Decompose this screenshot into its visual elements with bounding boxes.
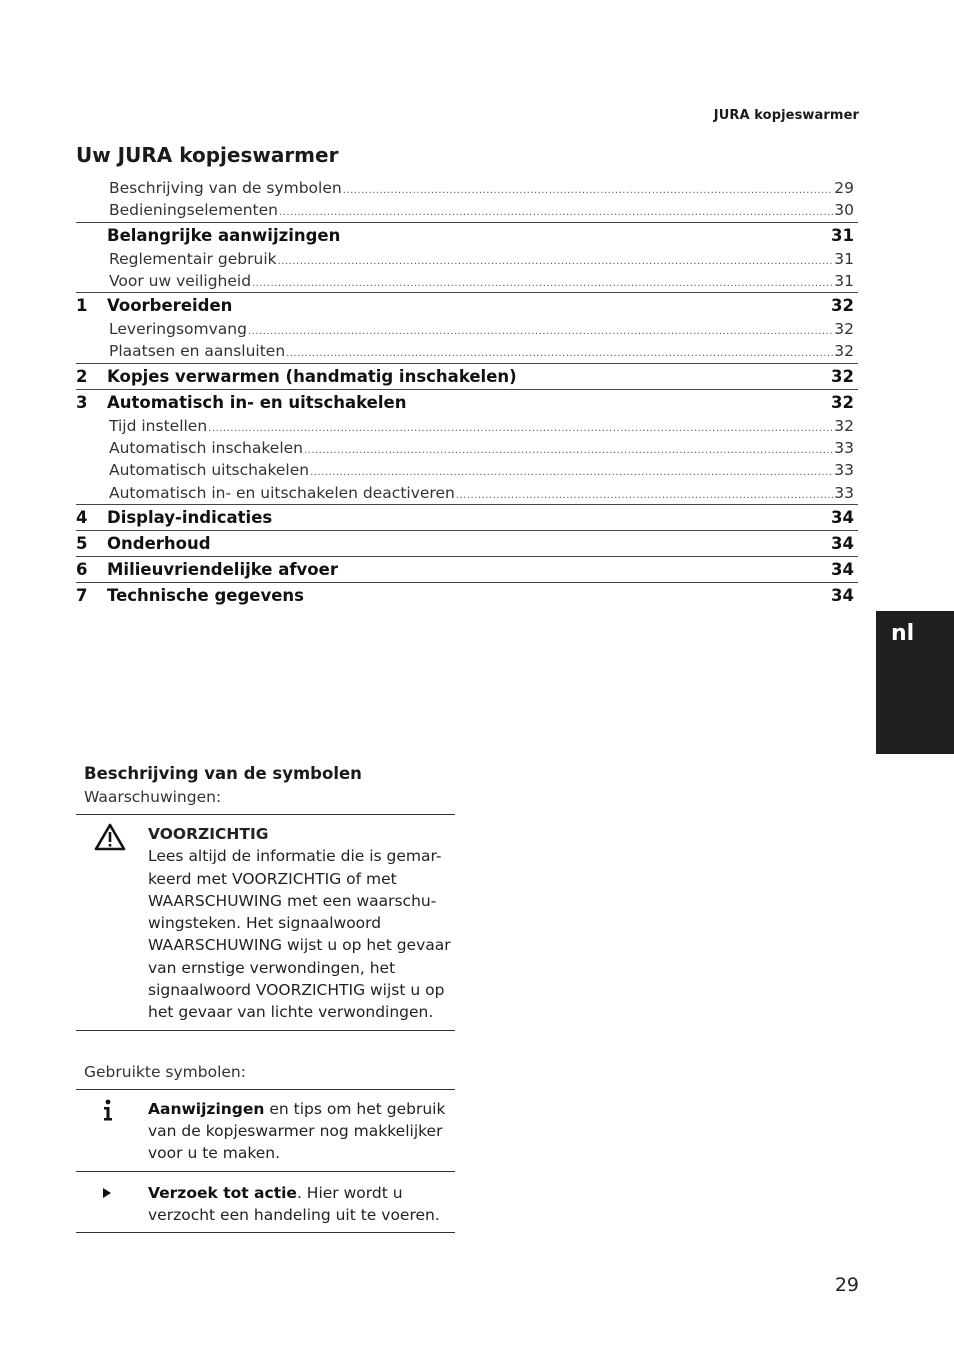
action-line: verzocht een handeling uit te voeren. — [148, 1205, 440, 1224]
toc-entry-label: Automatisch in- en uitschakelen — [107, 392, 407, 412]
used-symbols-label: Gebruikte symbolen: — [84, 1062, 246, 1081]
info-text — [148, 1098, 445, 1165]
language-tab — [876, 611, 954, 754]
running-header: JURA kopjeswarmer — [713, 108, 859, 123]
toc-page-number: 31 — [831, 225, 854, 245]
info-line: en tips om het gebruik — [264, 1099, 446, 1118]
symbols-heading: Beschrijving van de symbolen — [84, 764, 362, 783]
play-arrow-icon — [76, 1182, 148, 1227]
toc-entry-label: Tijd instellen — [109, 416, 208, 435]
warning-line: WAARSCHUWING met een waarschu- — [148, 891, 437, 910]
toc-dot-leader — [279, 202, 833, 224]
toc-chapter-number: 2 — [76, 366, 88, 386]
symbols-section — [76, 762, 455, 1233]
toc-entry-label: Beschrijving van de symbolen — [109, 179, 342, 197]
toc-entry-label: Automatisch in- en uitschakelen deactiveren — [109, 483, 455, 502]
toc-chapter-row — [76, 504, 858, 530]
toc-section-row — [76, 340, 858, 362]
info-bold: Aanwijzingen — [148, 1099, 265, 1118]
toc-chapter-row — [76, 582, 858, 608]
toc-chapter-number: 6 — [76, 559, 88, 579]
toc-chapter-row — [76, 556, 858, 582]
action-text — [148, 1182, 440, 1227]
toc-entry-label: Kopjes verwarmen (handmatig inschakelen) — [107, 366, 517, 386]
toc-chapter-number: 5 — [76, 533, 88, 553]
toc-dot-leader — [343, 180, 834, 202]
info-line: voor u te maken. — [148, 1144, 281, 1163]
toc-section-row — [76, 318, 858, 340]
warning-block — [76, 814, 455, 1031]
action-line: . Hier wordt u — [296, 1183, 403, 1202]
action-block — [76, 1172, 455, 1234]
toc-dot-leader — [304, 440, 833, 462]
toc-page-number: 33 — [834, 483, 854, 502]
toc-chapter-row — [76, 363, 858, 389]
warning-text — [148, 823, 451, 1024]
toc-page-number: 33 — [834, 439, 854, 458]
toc-page-number: 31 — [834, 271, 854, 290]
toc-dot-leader — [278, 251, 834, 273]
toc-chapter-number: 4 — [76, 507, 88, 527]
info-block — [76, 1089, 455, 1172]
toc-page-number: 33 — [834, 461, 854, 480]
toc-dot-leader — [252, 273, 833, 295]
toc-section-row — [76, 177, 858, 199]
toc-chapter-row — [76, 389, 858, 415]
warning-line: signaalwoord VOORZICHTIG wijst u op — [148, 981, 445, 1000]
toc-section-row — [76, 437, 858, 459]
toc-chapter-number: 3 — [76, 392, 88, 412]
warning-heading: VOORZICHTIG — [148, 825, 269, 843]
toc-page-number: 30 — [834, 201, 854, 220]
toc-entry-label: Automatisch inschakelen — [109, 439, 303, 458]
toc-entry-label: Leveringsomvang — [109, 320, 247, 339]
toc-page-number: 32 — [834, 320, 854, 339]
toc-page-number: 32 — [831, 392, 854, 412]
toc-entry-label: Display-indicaties — [107, 507, 273, 527]
toc-page-number: 34 — [831, 533, 854, 553]
toc-page-number: 29 — [834, 179, 854, 197]
toc-entry-label: Technische gegevens — [107, 585, 304, 605]
toc-section-row — [76, 482, 858, 504]
toc-dot-leader — [456, 485, 833, 507]
warnings-label: Waarschuwingen: — [84, 788, 222, 806]
toc-chapter-row — [76, 530, 858, 556]
warning-triangle-icon — [76, 823, 148, 1024]
info-icon — [76, 1098, 148, 1165]
toc-entry-label: Belangrijke aanwijzingen — [107, 225, 341, 245]
toc-chapter-row — [76, 222, 858, 248]
toc-entry-label: Plaatsen en aansluiten — [109, 342, 286, 361]
toc-page-number: 32 — [831, 366, 854, 386]
toc-entry-label: Automatisch uitschakelen — [109, 461, 310, 480]
toc-entry-label: Voorbereiden — [107, 296, 233, 316]
warning-line: wingsteken. Het signaalwoord — [148, 914, 382, 933]
warning-line: Lees altijd de informatie die is gemar- — [148, 847, 442, 866]
toc-page-number: 32 — [834, 342, 854, 361]
table-of-contents — [76, 177, 858, 608]
warning-line: van ernstige verwondingen, het — [148, 958, 396, 977]
page-title: Uw JURA kopjeswarmer — [76, 143, 339, 167]
toc-entry-label: Bedieningselementen — [109, 201, 278, 220]
toc-page-number: 34 — [831, 559, 854, 579]
info-line: van de kopjeswarmer nog makkelijker — [148, 1121, 443, 1140]
toc-chapter-row — [76, 292, 858, 318]
toc-section-row — [76, 199, 858, 221]
toc-section-row — [76, 415, 858, 437]
toc-section-row — [76, 459, 858, 481]
toc-page-number: 31 — [834, 249, 854, 268]
toc-dot-leader — [286, 343, 833, 365]
toc-section-row — [76, 248, 858, 270]
toc-page-number: 34 — [831, 585, 854, 605]
action-bold: Verzoek tot actie — [148, 1183, 297, 1202]
toc-chapter-number: 1 — [76, 296, 88, 316]
toc-page-number: 32 — [831, 296, 854, 316]
toc-entry-label: Onderhoud — [107, 533, 211, 553]
warning-line: WAARSCHUWING wijst u op het gevaar — [148, 936, 451, 955]
toc-entry-label: Voor uw veiligheid — [109, 271, 252, 290]
toc-entry-label: Milieuvriendelijke afvoer — [107, 559, 338, 579]
toc-page-number: 34 — [831, 507, 854, 527]
toc-page-number: 32 — [834, 416, 854, 435]
warning-line: het gevaar van lichte verwondingen. — [148, 1003, 434, 1022]
toc-entry-label: Reglementair gebruik — [109, 249, 277, 268]
toc-dot-leader — [248, 321, 833, 343]
toc-section-row — [76, 270, 858, 292]
warning-line: keerd met VOORZICHTIG of met — [148, 869, 397, 888]
page-number: 29 — [834, 1274, 859, 1296]
language-tab-label: nl — [891, 621, 915, 646]
toc-chapter-number: 7 — [76, 585, 88, 605]
